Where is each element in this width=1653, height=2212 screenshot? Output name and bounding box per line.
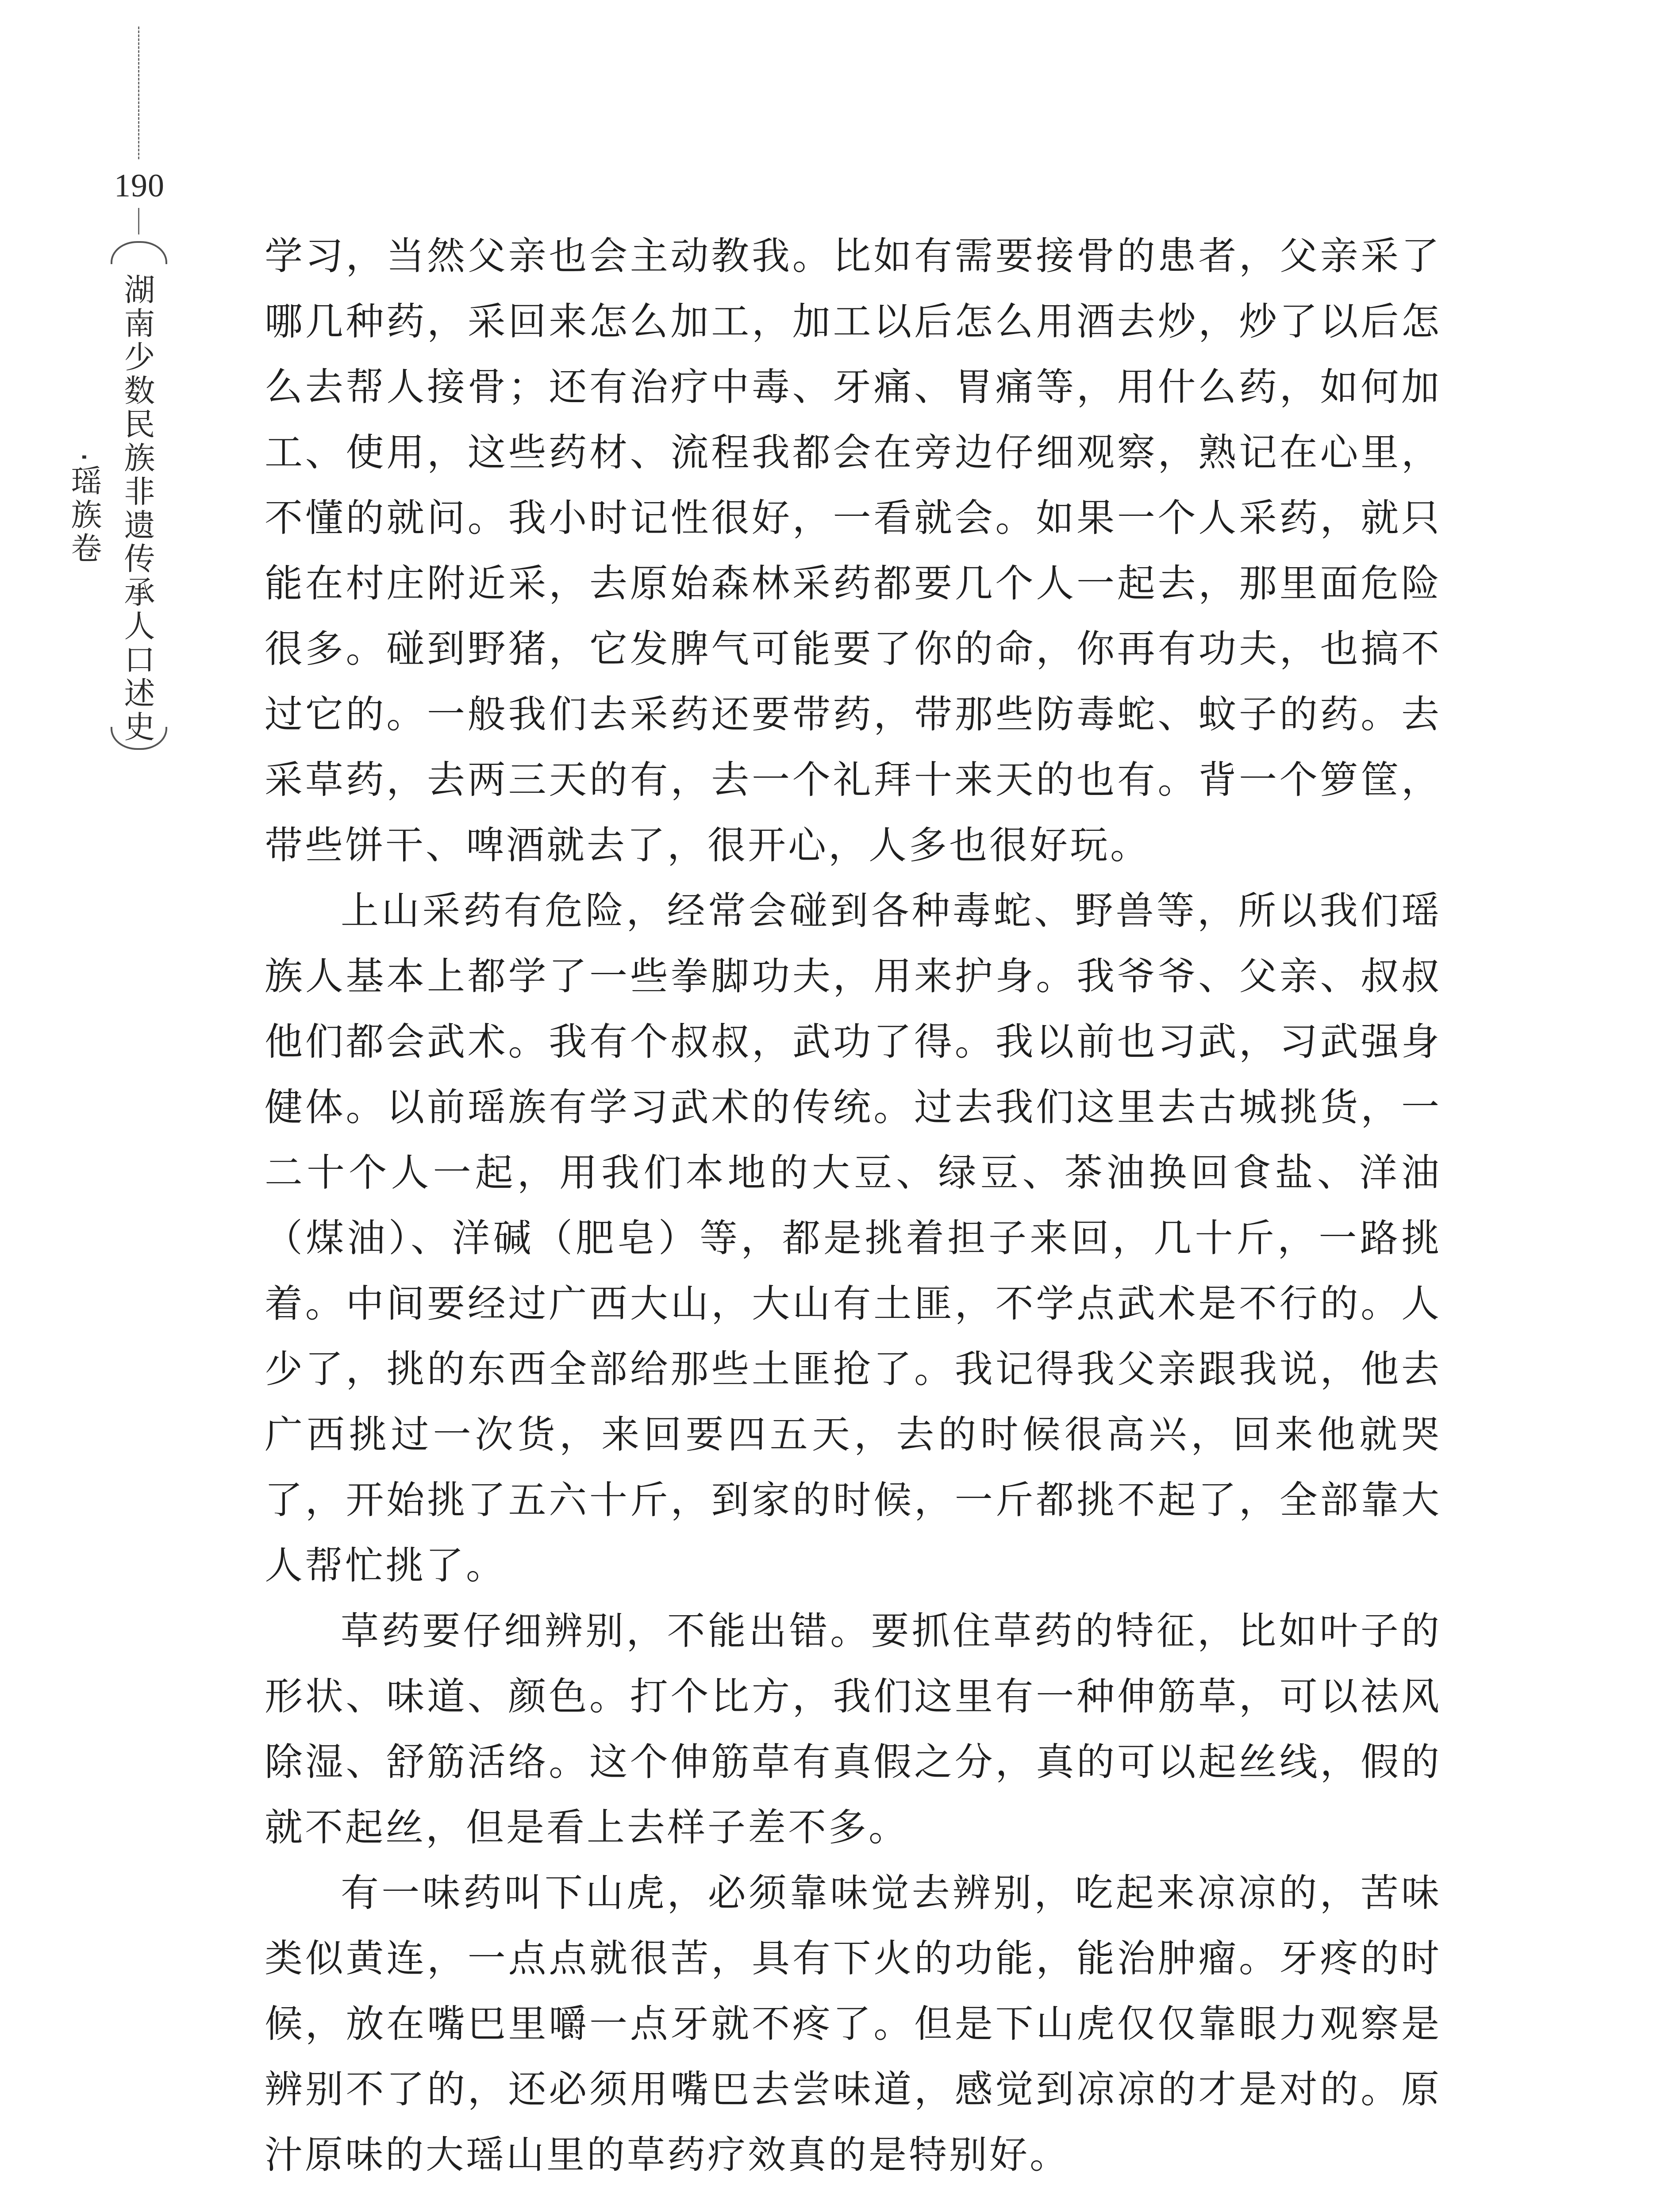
running-title: 湖南少数民族非遗传承人口述史·瑶族卷 bbox=[66, 273, 155, 744]
running-title-box bbox=[66, 241, 164, 750]
paragraph: 学习，当然父亲也会主动教我。比如有需要接骨的患者，父亲采了哪几种药，采回来怎么加工，加工以后怎么用酒去炒，炒了以后怎么去帮人接骨；还有治疗中毒、牙痛、胃痛等，用什么药，如何加工、使用，这些药材、流程我都会在旁边仔细观察，熟记在心里，不懂的就问。我小时记性很好，一看就会。如果一个人采药，就只能在村庄附近采，去原始森林采药都要几个人一起去，那里面危险很多。碰到野猪，它发脾气可能要了你的命，你再有功夫，也搞不过它的。一般我们去采药还要带药，带那些防毒蛇、蚊子的药。去采草药，去两三天的有，去一个礼拜十来天的也有。背一个箩筐，带些饼干、啤酒就去了，很开心，人多也很好玩。 bbox=[265, 234, 1442, 868]
paragraph: 草药要仔细辨别，不能出错。要抓住草药的特征，比如叶子的形状、味道、颜色。打个比方，我们这里有一种伸筋草，可以祛风除湿、舒筋活络。这个伸筋草有真假之分，真的可以起丝线，假的就不起丝，但是看上去样子差不多。 bbox=[265, 1609, 1442, 1850]
header-rule bbox=[138, 208, 139, 234]
title-bracket-top bbox=[111, 241, 167, 264]
body-text bbox=[265, 223, 1442, 2188]
paragraph: 有一味药叫下山虎，必须靠味觉去辨别，吃起来凉凉的，苦味类似黄连，一点点就很苦，具有下火的功能，能治肿瘤。牙疼的时候，放在嘴巴里嚼一点牙就不疼了。但是下山虎仅仅靠眼力观察是辨别不了的，还必须用嘴巴去尝味道，感觉到凉凉的才是对的。原汁原味的大瑶山里的草药疗效真的是特别好。 bbox=[265, 1871, 1442, 2177]
paragraph: 上山采药有危险，经常会碰到各种毒蛇、野兽等，所以我们瑶族人基本上都学了一些拳脚功夫，用来护身。我爷爷、父亲、叔叔他们都会武术。我有个叔叔，武功了得。我以前也习武，习武强身健体。以前瑶族有学习武术的传统。过去我们这里去古城挑货，一二十个人一起，用我们本地的大豆、绿豆、茶油换回食盐、洋油（煤油）、洋碱（肥皂）等，都是挑着担子来回，几十斤，一路挑着。中间要经过广西大山，大山有土匪，不学点武术是不行的。人少了，挑的东西全部给那些土匪抢了。我记得我父亲跟我说，他去广西挑过一次货，来回要四五天，去的时候很高兴，回来他就哭了，开始挑了五六十斤，到家的时候，一斤都挑不起了，全部靠大人帮忙挑了。 bbox=[265, 889, 1442, 1588]
header-dashed-rule bbox=[138, 27, 139, 159]
page-number: 190 bbox=[114, 168, 165, 204]
